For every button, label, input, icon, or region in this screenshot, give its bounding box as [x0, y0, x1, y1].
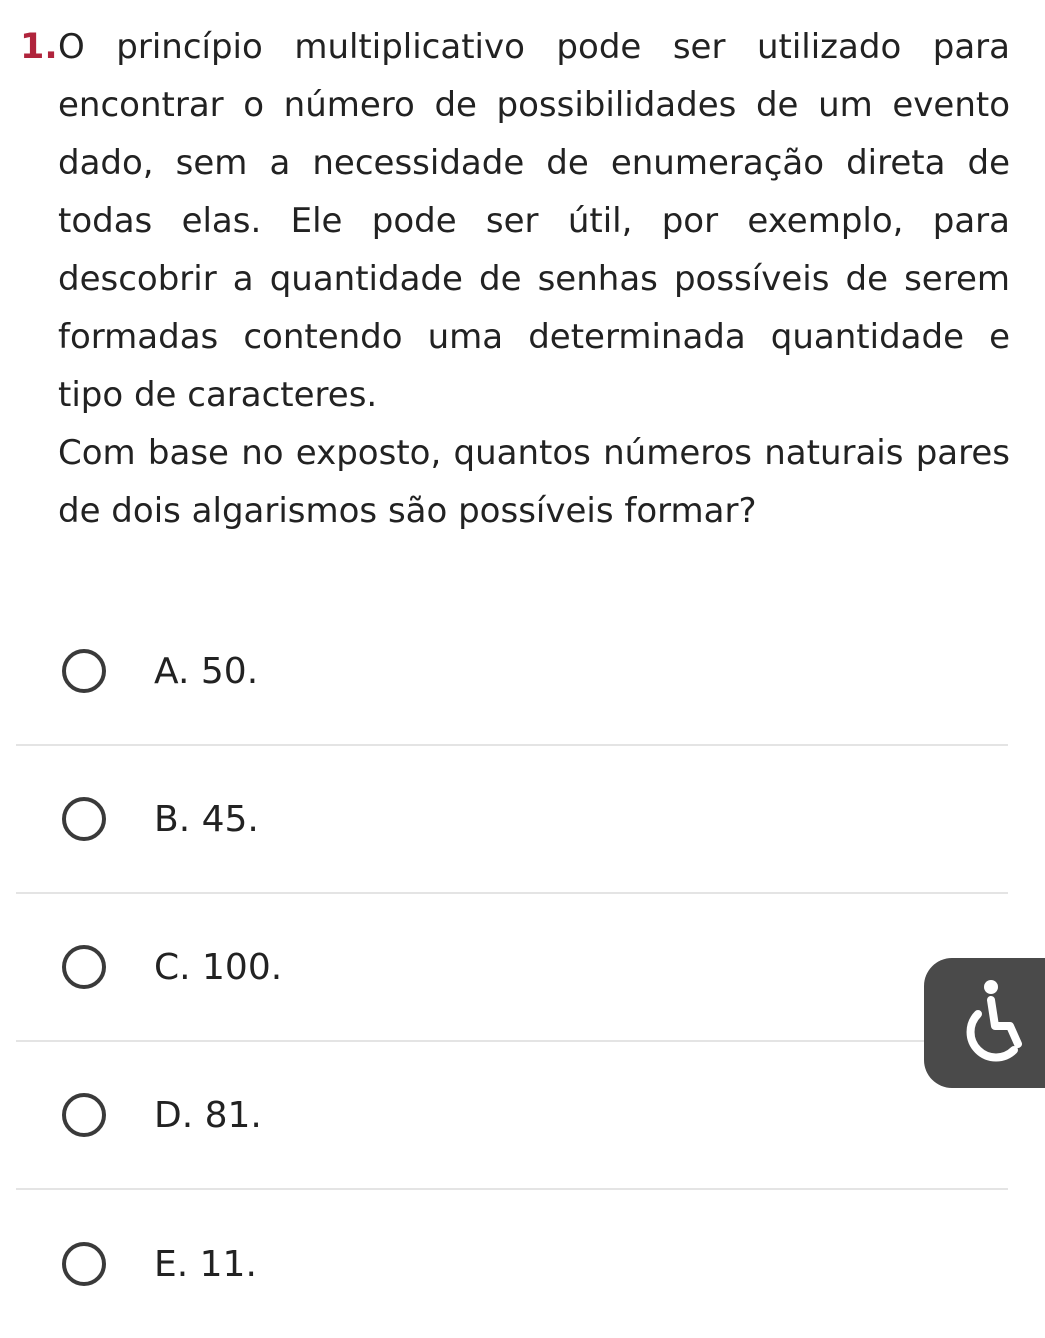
- question-paragraph-prompt: Com base no exposto, quantos números naturais pares de dois algarismos são possíveis formar?: [58, 433, 1010, 531]
- option-d[interactable]: [16, 1042, 1008, 1190]
- option-label: E. 11.: [154, 1243, 257, 1285]
- option-label: D. 81.: [154, 1094, 262, 1136]
- option-e[interactable]: [16, 1190, 1008, 1338]
- question-block: [20, 18, 1010, 540]
- option-label: B. 45.: [154, 798, 259, 840]
- option-c[interactable]: [16, 894, 1008, 1042]
- option-label: A. 50.: [154, 650, 259, 692]
- option-label: C. 100.: [154, 946, 283, 988]
- radio-button[interactable]: [62, 945, 106, 989]
- radio-button[interactable]: [62, 1093, 106, 1137]
- radio-button[interactable]: [62, 797, 106, 841]
- radio-button[interactable]: [62, 1242, 106, 1286]
- wheelchair-icon: [948, 974, 1028, 1072]
- option-b[interactable]: [16, 746, 1008, 894]
- radio-button[interactable]: [62, 649, 106, 693]
- question-number: 1.: [20, 27, 58, 67]
- answer-options: [16, 598, 1008, 1338]
- accessibility-button[interactable]: [924, 958, 1045, 1088]
- question-paragraph-context: O princípio multiplicativo pode ser utilizado para encontrar o número de possibilidades de um evento dado, sem a necessidade de enumeração direta de todas elas. Ele pode ser útil, por exemplo, para descobrir a quantidade de senhas possíveis de serem formadas contendo uma determinada quantidade e tipo de caracteres.: [58, 27, 1010, 415]
- question-text: [58, 18, 1010, 540]
- option-a[interactable]: [16, 598, 1008, 746]
